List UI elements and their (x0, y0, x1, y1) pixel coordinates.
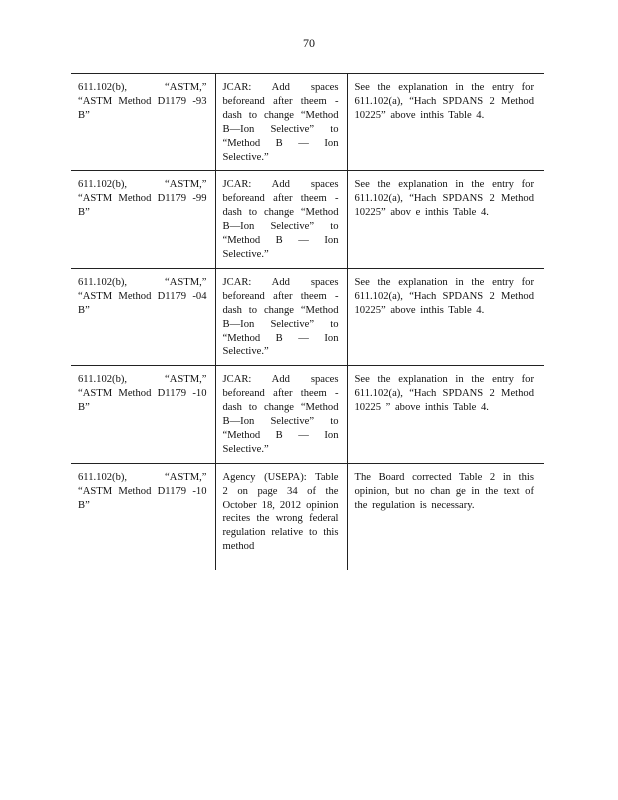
source-cell: JCAR: Add spaces beforeand after theem - dash to change “Method B—Ion Selective” to “Method B — Ion Selective.” (215, 74, 347, 171)
section-cell: 611.102(b), “ASTM,” “ASTM Method D1179 -10 B” (78, 374, 207, 414)
action-cell: See the explanation in the entry for 611.102(a), “Hach SPDANS 2 Method 10225” abov e inthis Table 4. (354, 179, 534, 219)
section-cell: 611.102(b), “ASTM,” “ASTM Method D1179 -93 B” (78, 82, 207, 121)
source-cell: JCAR: Add spaces beforeand after theem - dash to change “Method B—Ion Selective” to “Method B — Ion Selective.” (215, 171, 347, 268)
page-number: 70 (303, 36, 315, 50)
table-row (71, 171, 544, 268)
action-cell: See the explanation in the entry for 611.102(a), “Hach SPDANS 2 Method 10225” above inthis Table 4. (354, 82, 534, 121)
section-cell: 611.102(b), “ASTM,” “ASTM Method D1179 -04 B” (78, 276, 207, 316)
table-row (71, 463, 544, 570)
table-row (71, 366, 544, 463)
action-cell: See the explanation in the entry for 611.102(a), “Hach SPDANS 2 Method 10225 ” above inthis Table 4. (354, 374, 534, 414)
section-cell: 611.102(b), “ASTM,” “ASTM Method D1179 -99 B” (78, 179, 207, 219)
source-cell: Agency (USEPA): Table 2 on page 34 of the October 18, 2012 opinion recites the wrong federal regulation relative to this method (215, 463, 347, 570)
action-cell: See the explanation in the entry for 611.102(a), “Hach SPDANS 2 Method 10225” above inthis Table 4. (354, 276, 534, 316)
section-cell: 611.102(b), “ASTM,” “ASTM Method D1179 -10 B” (78, 471, 207, 511)
table-row (71, 74, 544, 171)
action-cell: The Board corrected Table 2 in this opinion, but no chan ge in the text of the regulation is necessary. (354, 471, 534, 511)
source-cell: JCAR: Add spaces beforeand after theem - dash to change “Method B—Ion Selective” to “Method B — Ion Selective.” (215, 268, 347, 365)
table-row (71, 268, 544, 365)
source-cell: JCAR: Add spaces beforeand after theem - dash to change “Method B—Ion Selective” to “Method B — Ion Selective.” (215, 366, 347, 463)
comments-table (71, 73, 544, 570)
